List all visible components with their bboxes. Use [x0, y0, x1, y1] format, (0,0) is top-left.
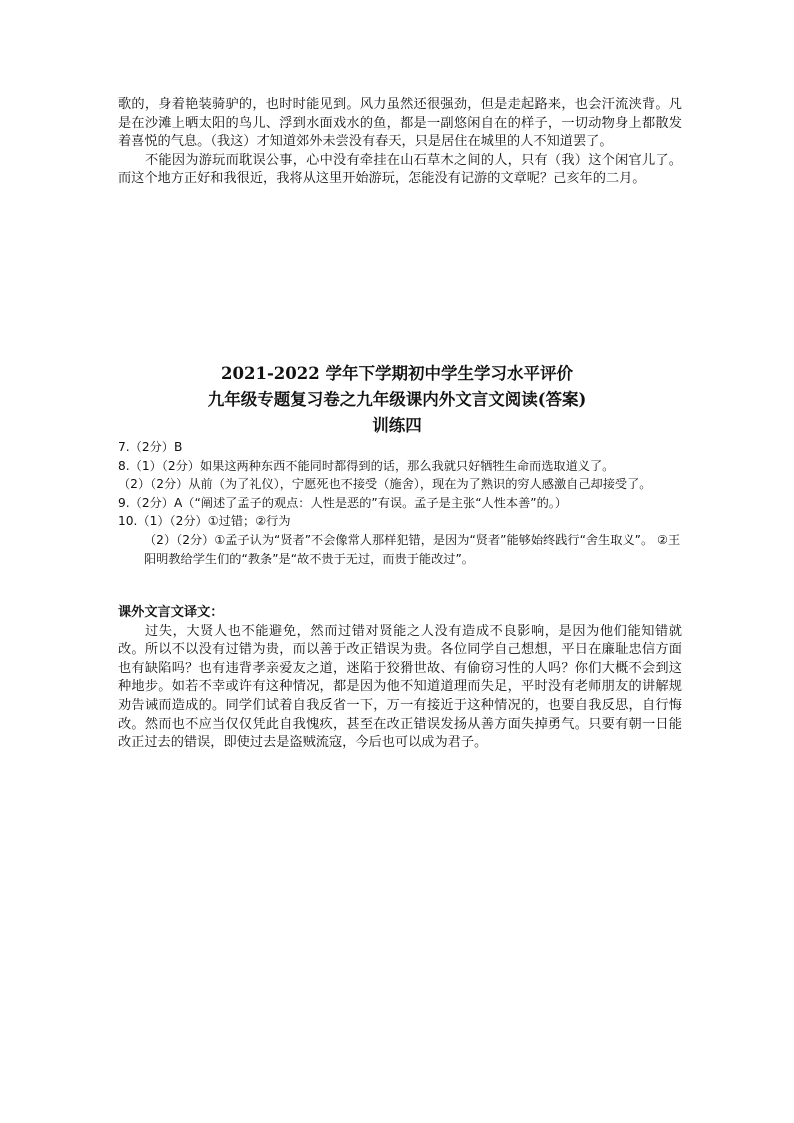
header-title-line-2: 九年级专题复习卷之九年级课内外文言文阅读(答案): [207, 390, 587, 409]
passage-paragraph-2: 不能因为游玩而耽误公事，心中没有牵挂在山石草木之间的人，只有（我）这个闲官儿了。而这个地方正好和我很近，我将从这里开始游玩，怎能没有记游的文章呢？己亥年的二月。: [118, 152, 682, 187]
translation-heading: 课外文言文译文：: [118, 605, 224, 620]
answer-list: [118, 438, 682, 568]
header-title-line-3: 训练四: [372, 416, 422, 435]
top-passage: [118, 96, 682, 189]
answer-item-7: 7.（2分）B: [118, 440, 183, 454]
answer-item-8-2: （2）（2分）从前（为了礼仪），宁愿死也不接受（施舍），现在为了熟识的穷人感激自己却接受了。: [118, 477, 652, 492]
passage-paragraph-1: 歌的，身着艳装骑驴的，也时时能见到。风力虽然还很强劲，但是走起路来，也会汗流浃背。凡是在沙滩上晒太阳的鸟儿、浮到水面戏水的鱼，都是一副悠闲自在的样子，一切动物身上都散发着喜悦的气息。（我这）才知道郊外未尝没有春天，只是居住在城里的人不知道罢了。: [118, 97, 682, 150]
answer-item-10-1: 10.（1）（2分）①过错；②行为: [118, 514, 291, 529]
translation-body: 过失，大贤人也不能避免，然而过错对贤能之人没有造成不良影响，是因为他们能知错就改。所以不以没有过错为贵，而以善于改正错误为贵。各位同学自己想想，平日在廉耻忠信方面也有缺陷吗？也有违背孝亲爱友之道，迷陷于狡猾世故、有偷窃习性的人吗？你们大概不会到这种地步。如若不幸或许有这种情况，都是因为他不知道道理而失足，平时没有老师朋友的讲解规劝告诫而造成的。同学们试着自我反省一下，万一有接近于这种情况的，也要自我反思，自行悔改。然而也不应当仅仅凭此自我愧疚，甚至在改正错误发扬从善方面失掉勇气。只要有朝一日能改正过去的错误，即使过去是盗贼流寇，今后也可以成为君子。: [118, 623, 682, 751]
answer-item-8-1: 8.（1）（2分）如果这两种东西不能同时都得到的话，那么我就只好牺牲生命而选取道义了。: [118, 458, 615, 473]
translation-section: [118, 604, 682, 753]
answer-item-9: 9.（2分）A（“阐述了孟子的观点：人性是恶的”有误。孟子是主张“人性本善”的。）: [118, 495, 568, 510]
answer-item-10-2: （2）（2分）①孟子认为“贤者”不会像常人那样犯错，是因为“贤者”能够始终践行“舍生取义”。 ②王阳明教给学生们的“教条”是“故不贵于无过，而贵于能改过”。: [144, 532, 681, 566]
header-title-line-1: 2021-2022 学年下学期初中学生学习水平评价: [221, 364, 573, 383]
